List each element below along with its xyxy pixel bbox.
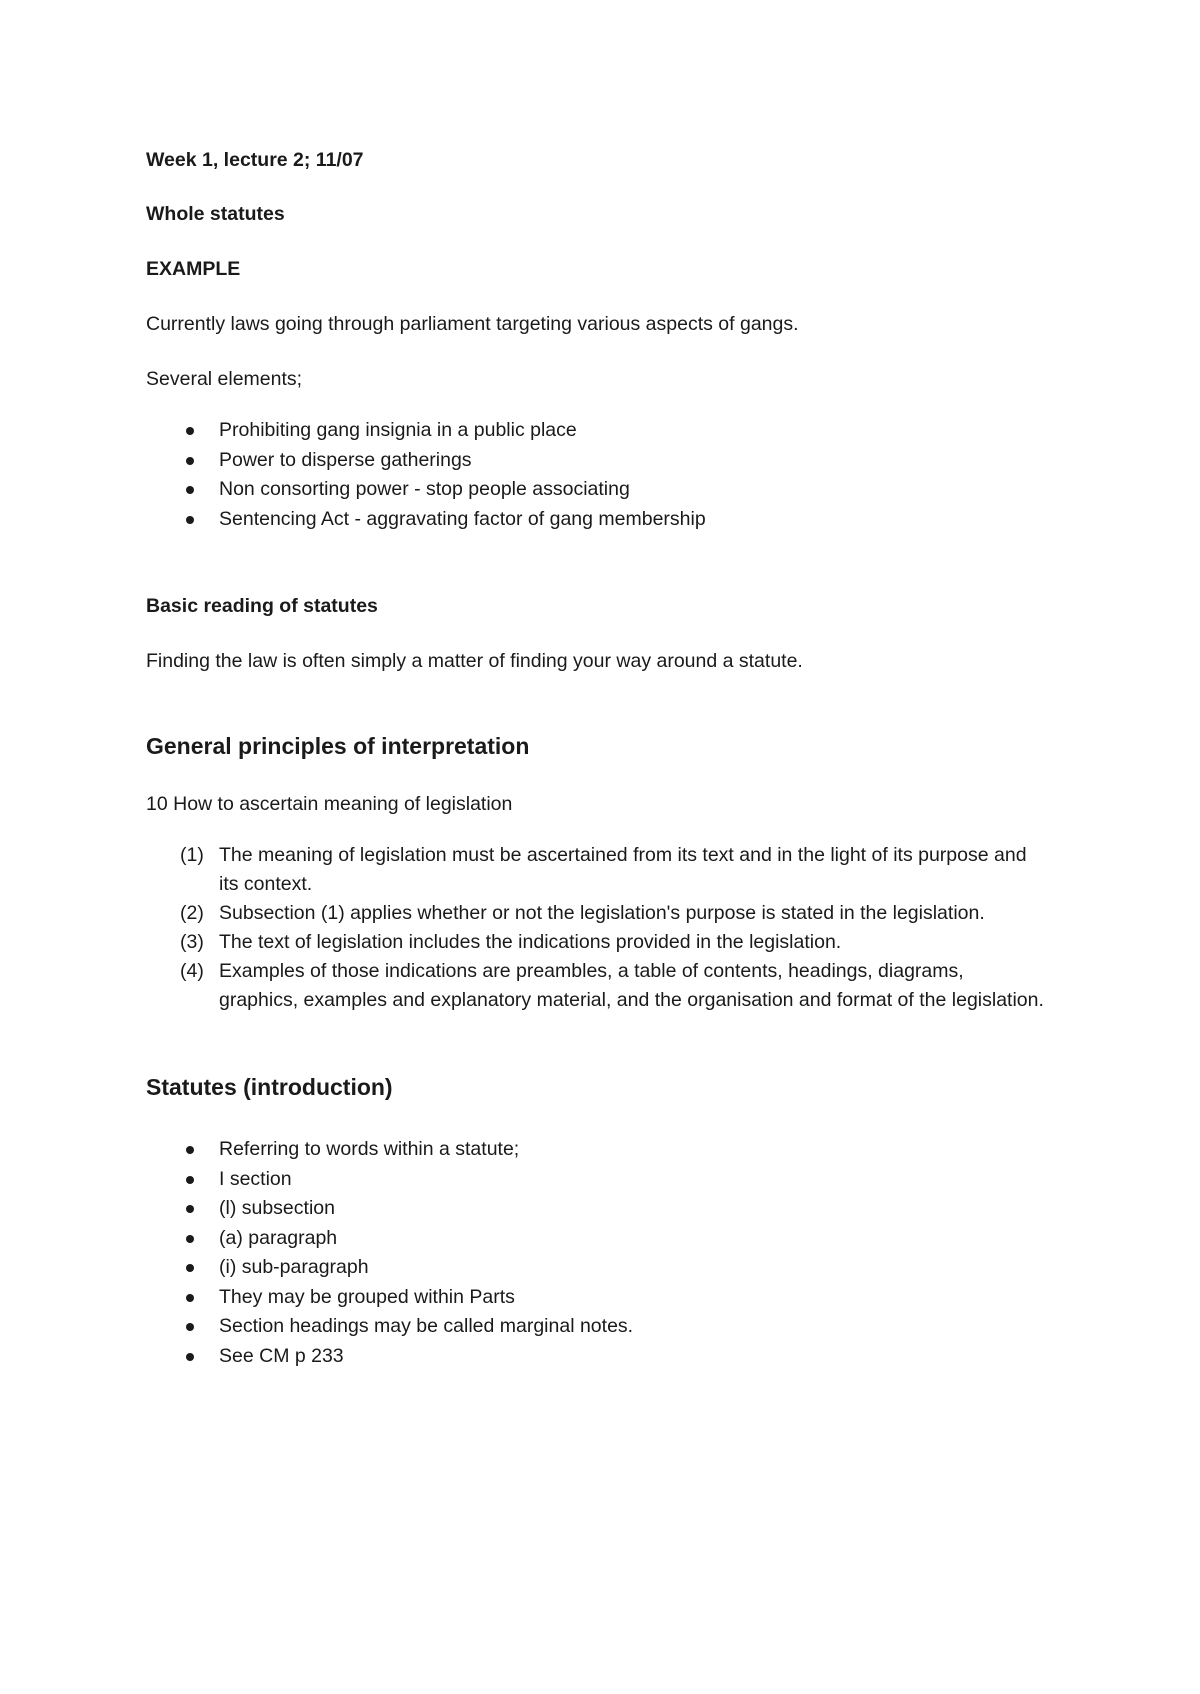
subsection-text: Subsection (1) applies whether or not the legislation's purpose is stated in the legislation. (219, 902, 985, 924)
basic-reading-text: Finding the law is often simply a matter of finding your way around a statute. (146, 650, 803, 672)
list-item (146, 957, 1046, 1015)
list-item (146, 841, 1046, 899)
bullet-icon (186, 1294, 194, 1302)
bullet-icon (186, 1176, 194, 1184)
section-10-title: 10 How to ascertain meaning of legislation (146, 793, 513, 815)
list-item: Non consorting power - stop people associating (146, 475, 1046, 505)
list-item: They may be grouped within Parts (146, 1283, 1046, 1313)
list-item (146, 899, 1046, 928)
document-page (146, 148, 1046, 1371)
example-text: Currently laws going through parliament targeting various aspects of gangs. (146, 313, 799, 335)
section-heading-basic-reading: Basic reading of statutes (146, 595, 378, 617)
list-item: See CM p 233 (146, 1342, 1046, 1372)
section-heading-whole-statutes: Whole statutes (146, 203, 285, 225)
section-heading-statutes-introduction: Statutes (introduction) (146, 1074, 393, 1100)
bullet-icon (186, 1235, 194, 1243)
list-item: (i) sub-paragraph (146, 1253, 1046, 1283)
list-item: Power to disperse gatherings (146, 446, 1046, 476)
example-label: EXAMPLE (146, 258, 241, 280)
lecture-title: Week 1, lecture 2; 11/07 (146, 149, 364, 171)
list-item (146, 928, 1046, 957)
bullet-icon (186, 1146, 194, 1154)
subsection-text: The text of legislation includes the indications provided in the legislation. (219, 931, 842, 953)
bullet-icon (186, 1323, 194, 1331)
list-item: Sentencing Act - aggravating factor of gang membership (146, 505, 1046, 535)
list-item: (a) paragraph (146, 1224, 1046, 1254)
bullet-icon (186, 427, 194, 435)
subsection-number: (1) (180, 844, 204, 866)
list-item: (l) subsection (146, 1194, 1046, 1224)
list-item: I section (146, 1165, 1046, 1195)
elements-list (146, 416, 1046, 534)
bullet-icon (186, 486, 194, 494)
list-item: Referring to words within a statute; (146, 1135, 1046, 1165)
subsection-number: (4) (180, 960, 204, 982)
subsection-number: (2) (180, 902, 204, 924)
list-item: Prohibiting gang insignia in a public place (146, 416, 1046, 446)
section-heading-general-principles: General principles of interpretation (146, 733, 530, 759)
bullet-icon (186, 457, 194, 465)
subsection-number: (3) (180, 931, 204, 953)
statutes-intro-list (146, 1135, 1046, 1371)
subsection-text: Examples of those indications are preambles, a table of contents, headings, diagrams, graphics, examples and explanatory material, and the organisation and format of the legislation. (219, 960, 1044, 1011)
bullet-icon (186, 1205, 194, 1213)
subsections-list (146, 841, 1046, 1015)
subsection-text: The meaning of legislation must be ascertained from its text and in the light of its purpose and its context. (219, 844, 1027, 895)
list-item: Section headings may be called marginal notes. (146, 1312, 1046, 1342)
bullet-icon (186, 1353, 194, 1361)
bullet-icon (186, 516, 194, 524)
bullet-icon (186, 1264, 194, 1272)
elements-intro: Several elements; (146, 368, 303, 390)
